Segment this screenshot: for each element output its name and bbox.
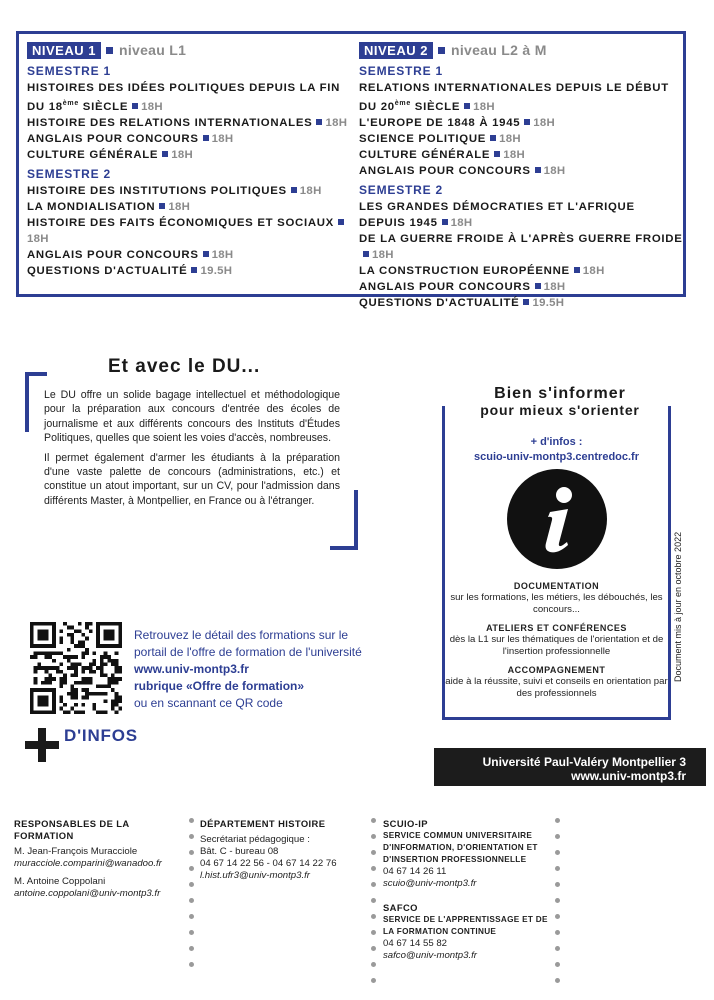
dot-separator <box>555 818 561 994</box>
square-bullet-icon <box>316 119 322 125</box>
info-title: Bien s'informer pour mieux s'orienter <box>480 385 640 418</box>
email-link[interactable]: l.hist.ufr3@univ-montp3.fr <box>200 870 310 881</box>
email-link[interactable]: scuio@univ-montp3.fr <box>383 878 477 889</box>
course-item: LA CONSTRUCTION EUROPÉENNE 18H <box>359 264 605 277</box>
semester-heading: SEMESTRE 1 <box>27 64 112 78</box>
dinfos-heading: D'INFOS <box>64 726 138 745</box>
university-banner <box>434 748 706 786</box>
square-bullet-icon <box>523 299 529 305</box>
du-paragraph: Le DU offre un solide bagage intellectuel et méthodologique pour la préparation aux concours d'entrée des écoles de journalisme et aux différents concours des Instituts d'Études Politiques, quelles que soient les voies d'accès, nombreuses. <box>44 389 340 445</box>
level-1-column <box>27 40 355 279</box>
plus-icon <box>25 728 59 762</box>
square-bullet-icon <box>203 135 209 141</box>
du-paragraph: Il permet également d'armer les étudiants à la préparation d'une vaste palette de concours (administrations, etc.) et constitue un atout important, sur un CV, pour l'admission dans différents Master, à Montpellier, en France ou à l'étranger. <box>44 451 340 507</box>
course-item: DE LA GUERRE FROIDE À L'APRÈS GUERRE FROIDE18H <box>359 232 683 261</box>
info-icon <box>506 468 608 570</box>
course-item: ANGLAIS POUR CONCOURS 18H <box>359 164 566 177</box>
square-bullet-icon <box>574 267 580 273</box>
university-url[interactable]: www.univ-montp3.fr <box>571 769 686 783</box>
level-subtitle: niveau L1 <box>118 42 187 58</box>
square-bullet-icon <box>363 251 369 257</box>
level-tag: NIVEAU 2 <box>359 42 433 59</box>
square-bullet-icon <box>291 187 297 193</box>
square-bullet-icon <box>159 203 165 209</box>
square-bullet-icon <box>535 167 541 173</box>
course-item: ANGLAIS POUR CONCOURS 18H <box>27 132 234 145</box>
course-item: LA MONDIALISATION 18H <box>27 200 191 213</box>
square-bullet-icon <box>438 47 445 54</box>
course-program-box <box>16 31 686 309</box>
info-services <box>445 580 668 700</box>
info-url-link[interactable]: scuio-univ-montp3.centredoc.fr <box>473 451 640 463</box>
square-bullet-icon <box>132 103 138 109</box>
qr-description: Retrouvez le détail des formations sur le portail de l'offre de formation de l'université www.univ-montp3.fr rubrique «Offre de formation» ou en scannant ce QR code <box>134 628 362 710</box>
square-bullet-icon <box>464 103 470 109</box>
footer-responsables: RESPONSABLES DE LA FORMATION M. Jean-François Muracciole muracciole.comparini@wanadoo.fr M. Antoine Coppolani antoine.coppolani@univ-montp3.fr <box>14 818 162 899</box>
level-tag: NIVEAU 1 <box>27 42 101 59</box>
course-item: HISTOIRES DES IDÉES POLITIQUES DEPUIS LA FIN DU 18ème SIÈCLE 18H <box>27 82 341 113</box>
square-bullet-icon <box>490 135 496 141</box>
course-item: ANGLAIS POUR CONCOURS 18H <box>27 248 234 261</box>
course-item: L'EUROPE DE 1848 À 1945 18H <box>359 116 556 129</box>
square-bullet-icon <box>524 119 530 125</box>
dot-separator <box>371 818 377 994</box>
square-bullet-icon <box>442 219 448 225</box>
square-bullet-icon <box>535 283 541 289</box>
email-link[interactable]: antoine.coppolani@univ-montp3.fr <box>14 888 161 899</box>
level-2-header <box>359 40 683 60</box>
course-item: HISTOIRE DES FAITS ÉCONOMIQUES ET SOCIAUX18H <box>27 215 355 247</box>
university-url-link[interactable]: www.univ-montp3.fr <box>134 662 249 676</box>
course-item: HISTOIRE DES RELATIONS INTERNATIONALES 18H <box>27 116 348 129</box>
level-subtitle: niveau L2 à M <box>450 42 547 58</box>
footer-departement: DÉPARTEMENT HISTOIRE Secrétariat pédagogique : Bât. C - bureau 08 04 67 14 22 56 - 04 67 14 22 76 l.hist.ufr3@univ-montp3.fr <box>200 818 337 881</box>
square-bullet-icon <box>162 151 168 157</box>
rubrique-label: rubrique «Offre de formation» <box>134 679 305 693</box>
info-link-block <box>445 435 668 465</box>
level-1-header <box>27 40 355 60</box>
service-heading: ACCOMPAGNEMENT <box>507 665 606 675</box>
semester-heading: SEMESTRE 1 <box>359 64 444 78</box>
course-item: HISTOIRE DES INSTITUTIONS POLITIQUES 18H <box>27 184 322 197</box>
semester-heading: SEMESTRE 2 <box>27 166 112 181</box>
service-heading: DOCUMENTATION <box>513 581 600 591</box>
university-name: Université Paul-Valéry Montpellier 3 <box>482 755 686 769</box>
service-heading: ATELIERS ET CONFÉRENCES <box>486 623 627 633</box>
square-bullet-icon <box>191 267 197 273</box>
update-note: Document mis à jour en octobre 2022 <box>673 531 683 682</box>
semester-heading: SEMESTRE 2 <box>359 182 444 197</box>
du-description <box>44 388 340 513</box>
course-item: CULTURE GÉNÉRALE 18H <box>359 148 526 161</box>
course-item: QUESTIONS D'ACTUALITÉ 19.5H <box>359 296 565 309</box>
service-description: sur les formations, les métiers, les débouchés, les concours... <box>450 592 663 615</box>
course-item: RELATIONS INTERNATIONALES DEPUIS LE DÉBUT DU 20ème SIÈCLE 18H <box>359 82 669 113</box>
service-description: aide à la réussite, suivi et conseils en orientation par des professionnels <box>445 676 668 699</box>
course-item: QUESTIONS D'ACTUALITÉ 19.5H <box>27 264 233 277</box>
square-bullet-icon <box>203 251 209 257</box>
course-item: CULTURE GÉNÉRALE 18H <box>27 148 194 161</box>
qr-code[interactable] <box>30 622 122 714</box>
course-item: SCIENCE POLITIQUE 18H <box>359 132 521 145</box>
course-item: ANGLAIS POUR CONCOURS 18H <box>359 280 566 293</box>
info-plus-label: + d'infos : <box>530 436 583 448</box>
square-bullet-icon <box>338 219 344 225</box>
email-link[interactable]: muracciole.comparini@wanadoo.fr <box>14 858 162 869</box>
email-link[interactable]: safco@univ-montp3.fr <box>383 950 477 961</box>
level-2-column <box>359 40 683 311</box>
dot-separator <box>189 818 195 978</box>
service-description: dès la L1 sur les thématiques de l'orientation et de l'insertion professionnelle <box>449 634 664 657</box>
course-item: LES GRANDES DÉMOCRATIES ET L'AFRIQUE DEPUIS 1945 18H <box>359 200 635 229</box>
du-title: Et avec le DU... <box>108 356 261 377</box>
footer-scuio: SCUIO-IP SERVICE COMMUN UNIVERSITAIRE D'INFORMATION, D'ORIENTATION ET D'INSERTION PROFESSIONNELLE 04 67 14 26 11 scuio@univ-montp3.fr SAFCO SERVICE DE L'APPRENTISSAGE ET DE LA FORMATION CONTINUE 04 67 14 55 82 safco@univ-montp3.fr <box>383 818 548 961</box>
square-bullet-icon <box>106 47 113 54</box>
square-bullet-icon <box>494 151 500 157</box>
